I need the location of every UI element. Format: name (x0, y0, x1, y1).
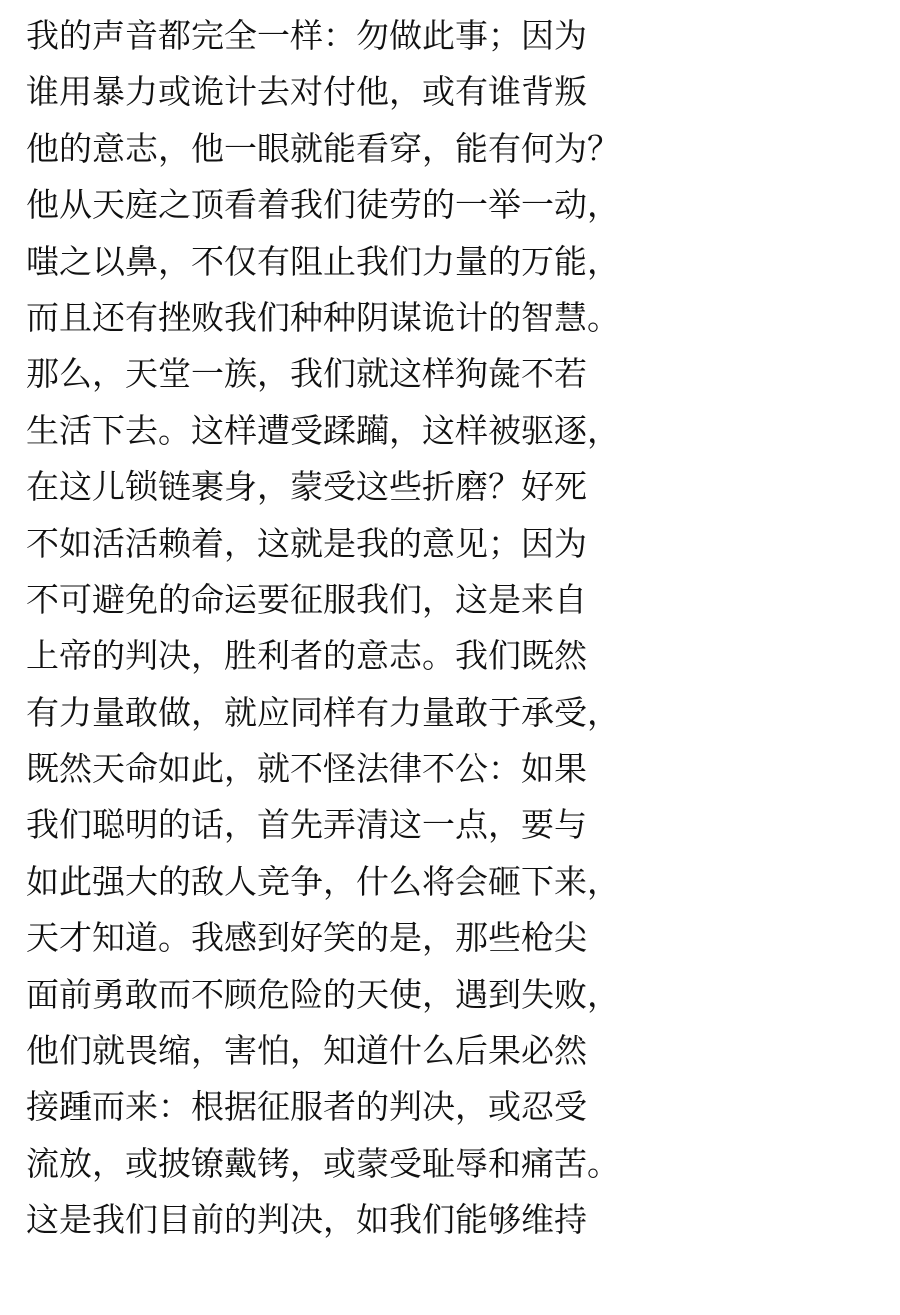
text-line: 这是我们目前的判决，如我们能够维持 (26, 1200, 587, 1240)
text-line: 天才知道。我感到好笑的是，那些枪尖 (26, 918, 587, 958)
text-line: 生活下去。这样遭受蹂躏，这样被驱逐， (26, 410, 620, 450)
text-line: 谁用暴力或诡计去对付他，或有谁背叛 (26, 72, 587, 112)
text-line: 他从天庭之顶看着我们徒劳的一举一动， (26, 185, 620, 225)
text-line: 上帝的判决，胜利者的意志。我们既然 (26, 636, 587, 676)
text-line: 而且还有挫败我们种种阴谋诡计的智慧。 (26, 297, 620, 337)
text-line: 既然天命如此，就不怪法律不公：如果 (26, 749, 587, 789)
text-line: 在这儿锁链裹身，蒙受这些折磨？好死 (26, 467, 587, 507)
text-line: 接踵而来：根据征服者的判决，或忍受 (26, 1087, 587, 1127)
text-line: 面前勇敢而不顾危险的天使，遇到失败， (26, 974, 620, 1014)
text-line: 他的意志，他一眼就能看穿，能有何为？ (26, 128, 620, 168)
text-line: 有力量敢做，就应同样有力量敢于承受， (26, 692, 620, 732)
poem-text-block (26, 8, 886, 1249)
text-line: 他们就畏缩，害怕，知道什么后果必然 (26, 1031, 587, 1071)
text-line: 不可避免的命运要征服我们，这是来自 (26, 579, 587, 619)
text-line: 我的声音都完全一样：勿做此事；因为 (26, 16, 587, 55)
text-line: 不如活活赖着，这就是我的意见；因为 (26, 523, 587, 563)
text-line: 如此强大的敌人竞争，什么将会砸下来， (26, 861, 620, 901)
text-line: 那么，天堂一族，我们就这样狗彘不若 (26, 354, 587, 394)
text-line: 我们聪明的话，首先弄清这一点，要与 (26, 805, 587, 845)
text-line: 流放，或披镣戴铐，或蒙受耻辱和痛苦。 (26, 1143, 620, 1183)
text-line: 嗤之以鼻，不仅有阻止我们力量的万能， (26, 241, 620, 281)
